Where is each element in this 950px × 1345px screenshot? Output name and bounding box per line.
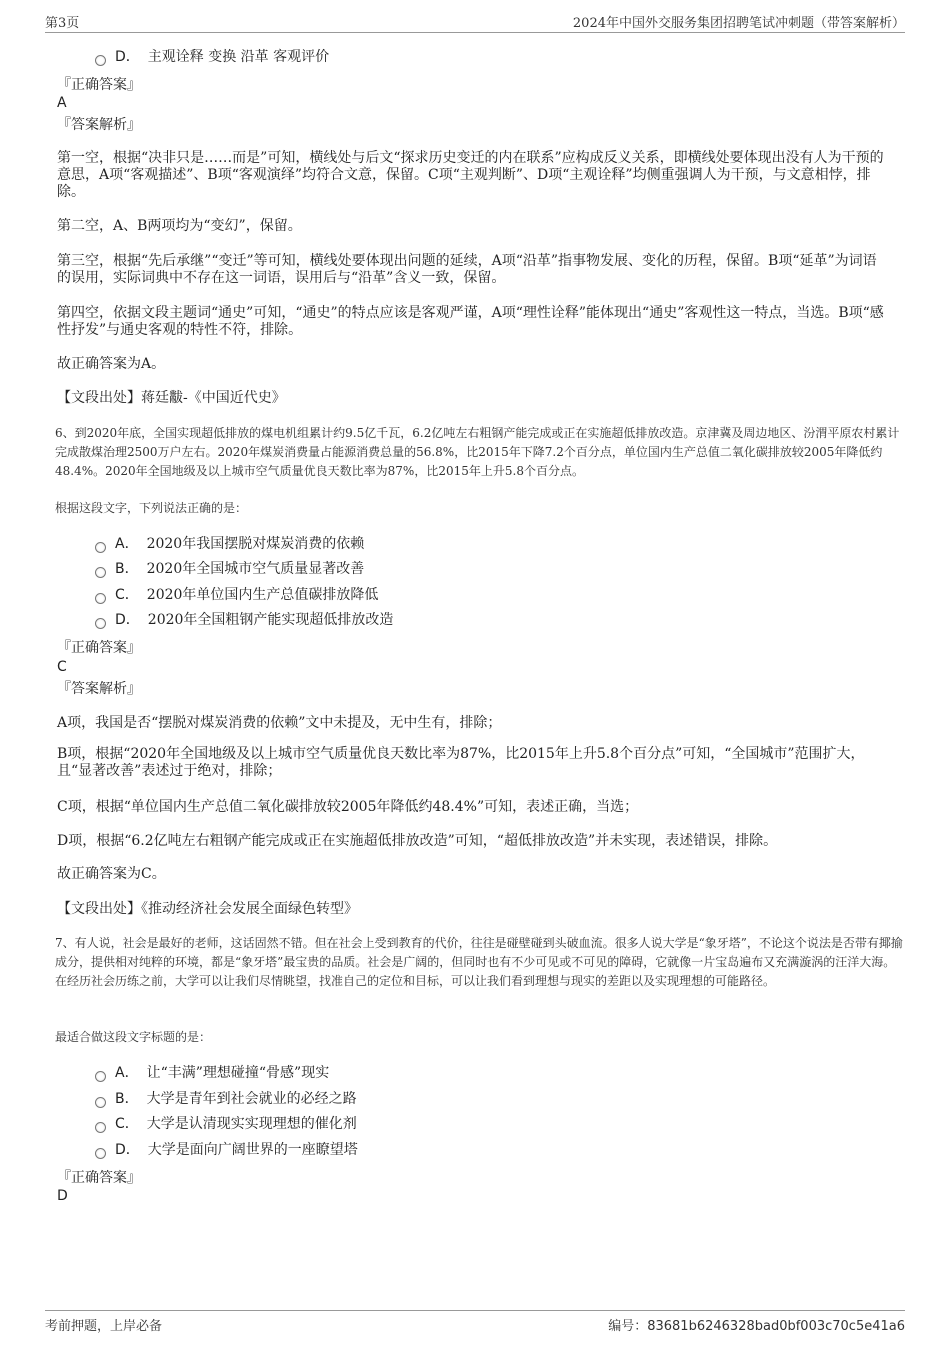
option-text: 让“丰满”理想碰撞“骨感”现实 [146,1065,330,1081]
q6-analysis-label: 『答案解析』 [57,681,141,697]
q6-option-b[interactable] [95,560,364,578]
page-footer [45,1310,905,1339]
q6-option-c[interactable] [95,586,378,604]
q5-option-d[interactable] [95,48,329,66]
q6-source: 【文段出处】《推动经济社会发展全面绿色转型》 [57,901,358,917]
option-letter: B． [115,561,139,577]
q6-analysis-paragraph: A项，我国是否“摆脱对煤炭消费的依赖”文中未提及，无中生有，排除； [57,715,502,731]
radio-icon[interactable] [95,1071,106,1082]
q5-answer-label: 『正确答案』 [57,77,141,93]
option-text: 2020年全国城市空气质量显著改善 [146,561,365,577]
q5-source: 【文段出处】蒋廷黻-《中国近代史》 [57,390,286,406]
option-text: 大学是面向广阔世界的一座瞭望塔 [147,1142,358,1158]
option-text: 大学是青年到社会就业的必经之路 [146,1091,357,1107]
q5-analysis-paragraph: 第三空，根据“先后承继”“变迁”等可知，横线处要体现出问题的延续，A项“沿革”指事物发展、变化的历程，保留。B项“延革”为词语的误用，实际词典中不存在这一词语，误用后与“沿革”含义一致，保留。 [57,253,877,286]
radio-icon[interactable] [95,593,106,604]
option-letter: B． [115,1091,139,1107]
q5-analysis-label: 『答案解析』 [57,117,141,133]
q5-analysis-paragraph: 第二空，A、B两项均为“变幻”，保留。 [57,218,302,234]
radio-icon[interactable] [95,1148,106,1159]
q6-analysis-paragraph: 故正确答案为C。 [57,866,166,882]
q7-answer: D [57,1188,68,1204]
q6-analysis-paragraph: C项，根据“单位国内生产总值二氧化碳排放较2005年降低约48.4%”可知，表述正确，当选； [57,799,639,815]
q5-analysis-paragraph: 第四空，依据文段主题词“通史”可知，“通史”的特点应该是客观严谨，A项“理性诠释”能体现出“通史”客观性这一特点，当选。B项“感性抒发”与通史客观的特性不符，排除。 [57,305,884,338]
option-letter: D． [115,612,140,628]
radio-icon[interactable] [95,618,106,629]
footer-slogan: 考前押题，上岸必备 [45,1319,163,1334]
q7-option-b[interactable] [95,1090,357,1108]
radio-icon[interactable] [95,567,106,578]
option-text: 大学是认清现实实现理想的催化剂 [146,1116,357,1132]
q7-option-c[interactable] [95,1115,357,1133]
option-text: 2020年我国摆脱对煤炭消费的依赖 [146,536,365,552]
q5-analysis-paragraph: 第一空，根据“决非只是……而是”可知，横线处与后文“探求历史变迁的内在联系”应构成反义关系，即横线处要体现出没有人为干预的意思，A项“客观描述”、B项“客观演绎”均符合文意，保留。C项“主观判断”、D项“主观诠释”均侧重强调人为干预，与文意相悖，排除。 [57,150,884,200]
q7-answer-label: 『正确答案』 [57,1170,141,1186]
q6-answer-label: 『正确答案』 [57,640,141,656]
q6-answer: C [57,659,67,675]
radio-icon[interactable] [95,55,106,66]
option-text: 2020年单位国内生产总值碳排放降低 [146,587,379,603]
option-text: 主观诠释 变换 沿革 客观评价 [147,49,330,65]
document-title: 2024年中国外交服务集团招聘笔试冲刺题（带答案解析） [572,16,905,31]
q6-option-a[interactable] [95,535,364,553]
q7-option-d[interactable] [95,1141,358,1159]
option-letter: C． [115,587,139,603]
q6-analysis-paragraph: B项，根据“2020年全国地级及以上城市空气质量优良天数比率为87%，比2015年上升5.8个百分点”可知，“全国城市”范围扩大，且“显著改善”表述过于绝对，排除； [57,746,865,779]
page-number: 第3页 [45,16,80,31]
q6-stem: 6、到2020年底，全国实现超低排放的煤电机组累计约9.5亿千瓦，6.2亿吨左右粗钢产能完成或正在实施超低排放改造。京津冀及周边地区、汾渭平原农村累计完成散煤治理2500万户左右。2020年煤炭消费量占能源消费总量的56.8%，比2015年下降7.2个百分点，单位国内生产总值二氧化碳排放较2005年降低约48.4%。2020年全国地级及以上城市空气质量优良天数比率为87%，比2015年上升5.8个百分点。 [55,426,900,478]
option-letter: C． [115,1116,139,1132]
q7-question: 最适合做这段文字标题的是： [55,1030,212,1044]
q7-option-a[interactable] [95,1064,329,1082]
q5-analysis-paragraph: 故正确答案为A。 [57,356,166,372]
radio-icon[interactable] [95,1097,106,1108]
option-letter: A． [115,536,139,552]
q6-analysis-paragraph: D项，根据“6.2亿吨左右粗钢产能完成或正在实施超低排放改造”可知，“超低排放改造”并未实现，表述错误，排除。 [57,833,778,849]
option-letter: D． [115,49,140,65]
option-letter: D． [115,1142,140,1158]
option-letter: A． [115,1065,139,1081]
document-id: 编号：83681b6246328bad0bf003c70c5e41a6 [608,1319,905,1334]
q6-option-d[interactable] [95,611,393,629]
radio-icon[interactable] [95,542,106,553]
q6-question: 根据这段文字，下列说法正确的是： [55,501,248,515]
option-text: 2020年全国粗钢产能实现超低排放改造 [147,612,394,628]
page-header [45,8,905,33]
q7-stem: 7、有人说，社会是最好的老师，这话固然不错。但在社会上受到教育的代价，往往是碰壁碰到头破血流。很多人说大学是“象牙塔”，不论这个说法是否带有揶揄成分，提供相对纯粹的环境，都是“象牙塔”最宝贵的品质。社会是广阔的，但同时也有不少可见或不可见的障碍，它就像一片宝岛遍布又充满漩涡的汪洋大海。在经历社会历练之前，大学可以让我们尽情眺望，找准自己的定位和目标，可以让我们看到理想与现实的差距以及实现理想的可能路径。 [55,936,903,988]
q5-answer: A [57,95,67,111]
radio-icon[interactable] [95,1122,106,1133]
